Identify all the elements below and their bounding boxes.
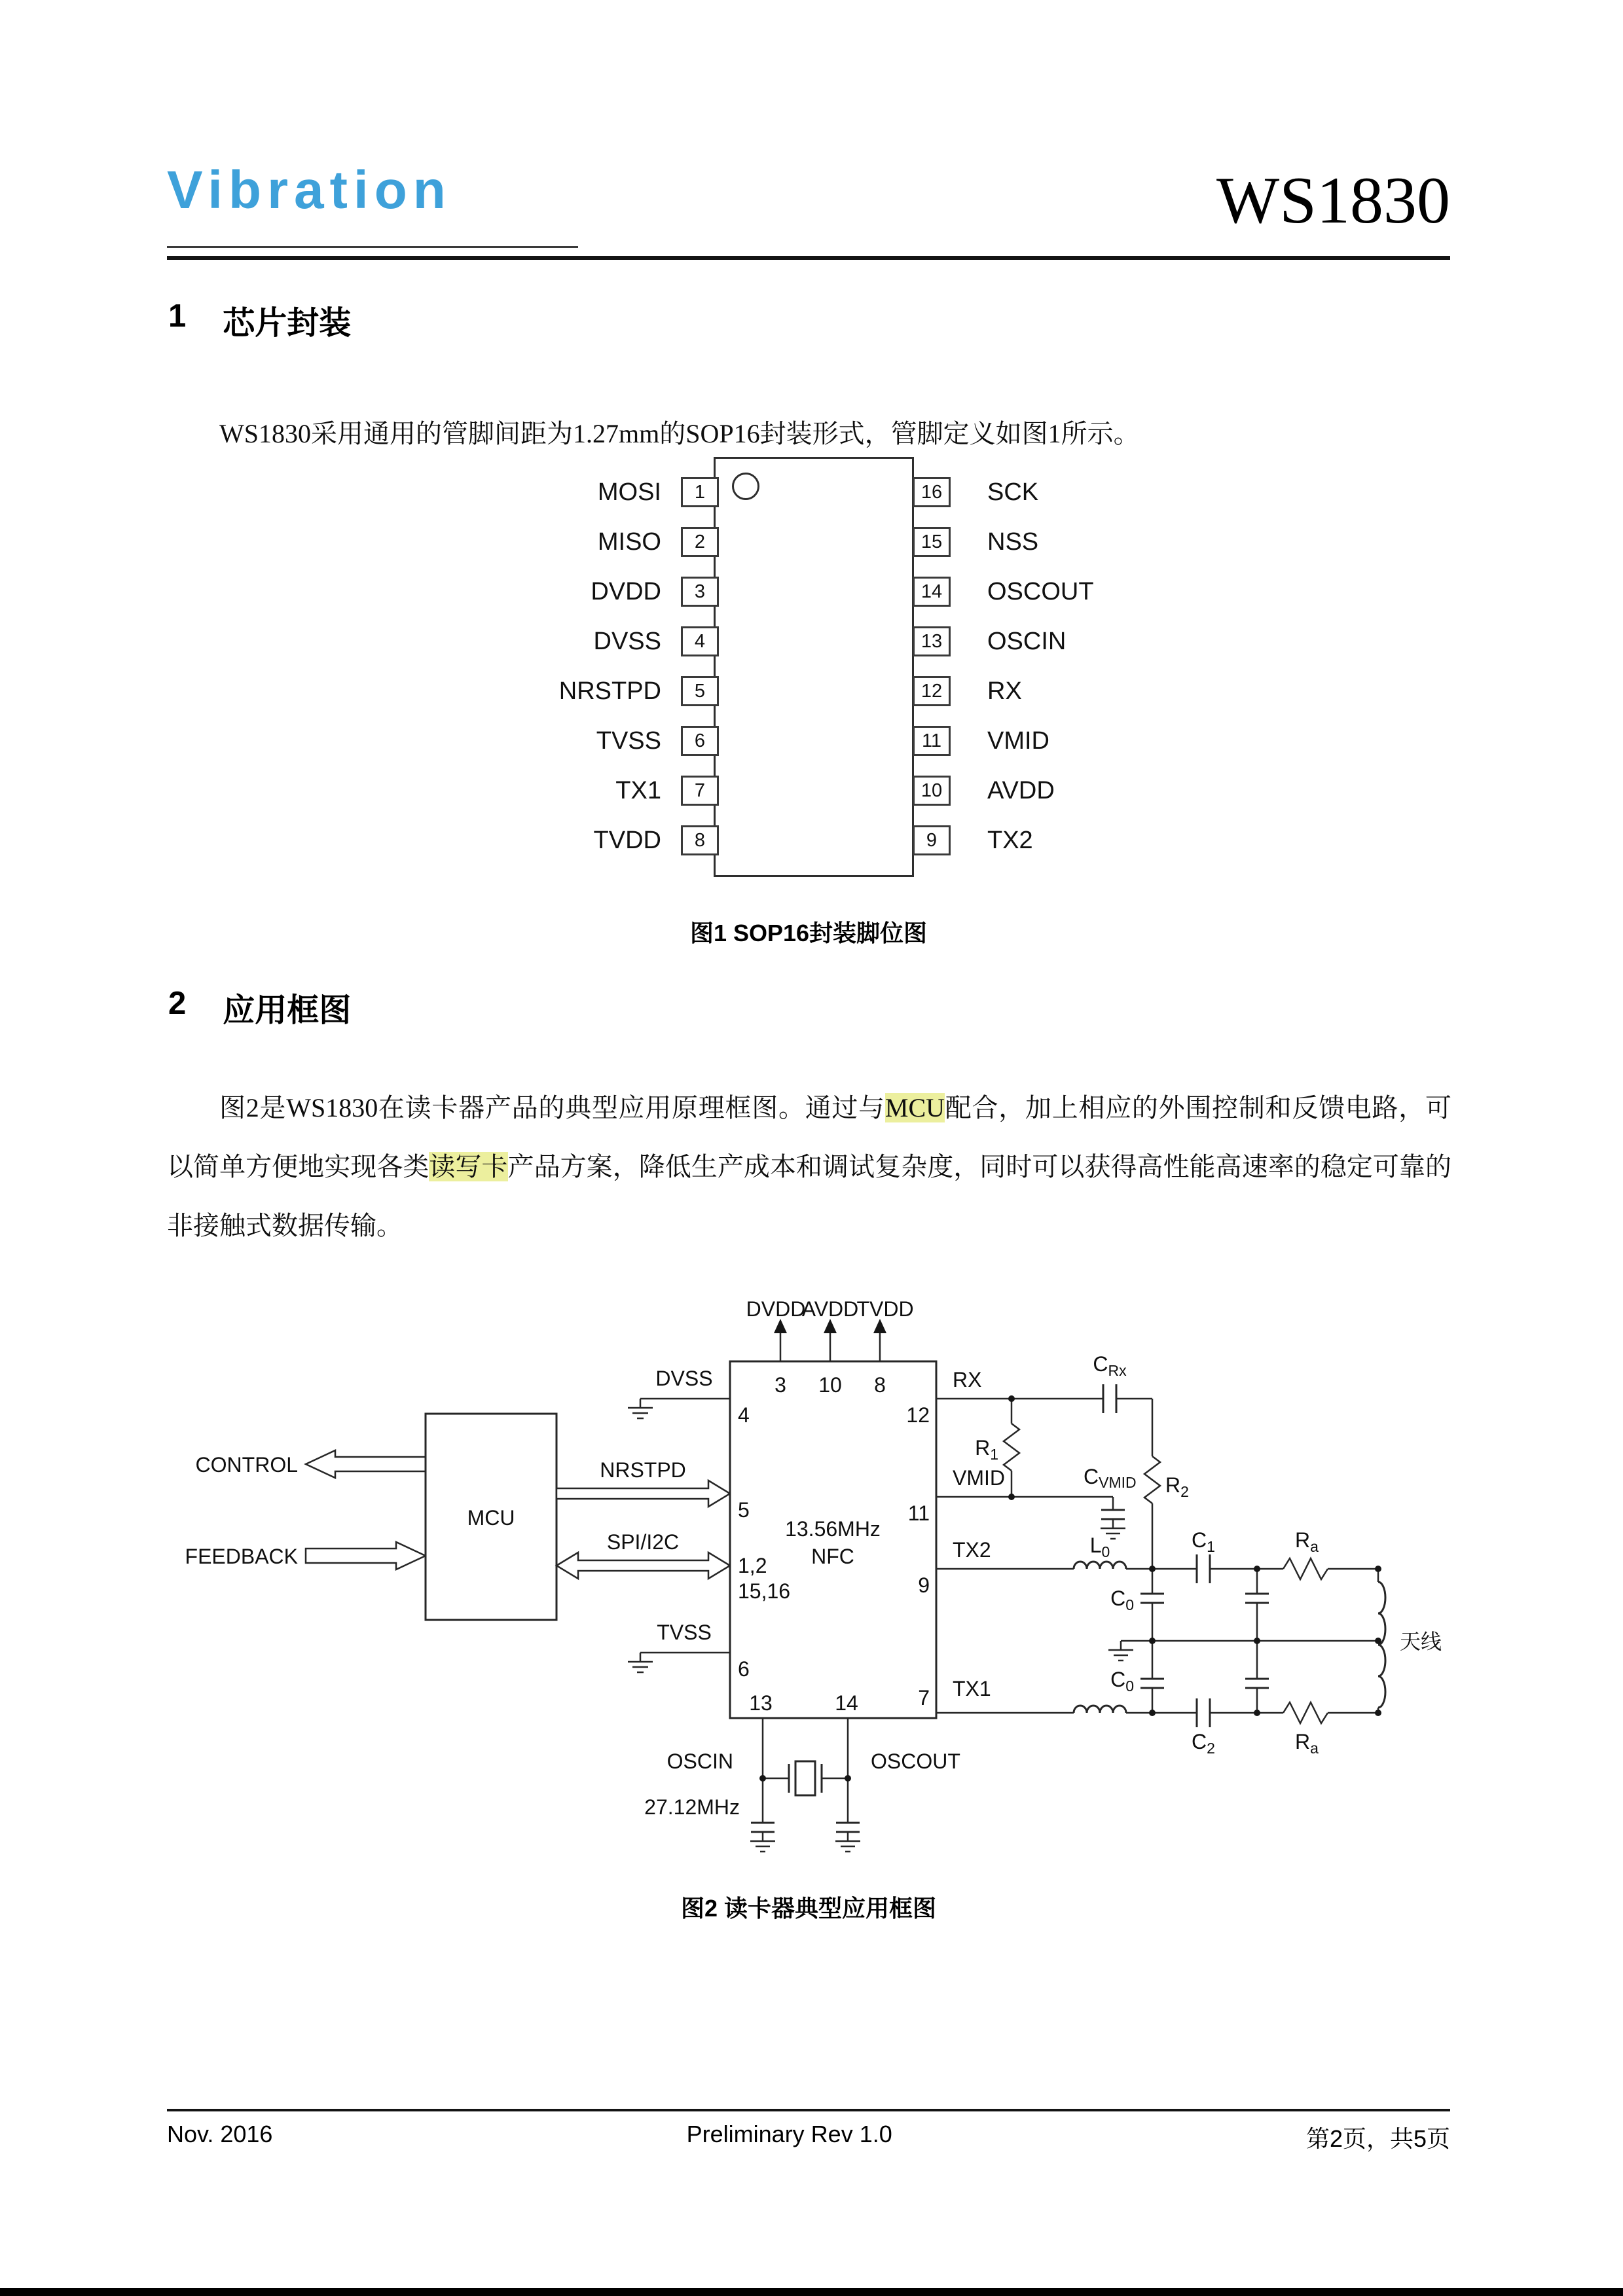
pin-number-box-left: 8 <box>681 825 719 855</box>
crystal-circuit <box>644 1718 960 1852</box>
pin-number-box-right: 14 <box>913 577 951 607</box>
c0-label: $C_0$ <box>1110 1587 1134 1613</box>
footer-page-number: 第2页，共5页 <box>1305 2125 1450 2152</box>
ground-icon <box>1108 1641 1133 1660</box>
pin-row <box>452 725 1192 757</box>
dvss-pin <box>628 1367 730 1418</box>
tx1-inductor <box>1074 1706 1126 1713</box>
up-arrow-icon <box>774 1319 787 1333</box>
ground-icon <box>1101 1519 1125 1539</box>
nfc-chip <box>730 1361 936 1718</box>
spi-double-arrow <box>556 1552 730 1579</box>
c0-label: $C_0$ <box>1110 1668 1134 1695</box>
pin-label-left: DVDD <box>591 577 661 605</box>
section-2-title: 应用框图 <box>223 993 352 1028</box>
pin-number-box-left: 5 <box>681 676 719 706</box>
tx2-matching-network <box>936 1528 1378 1583</box>
pin-number-box-right: 13 <box>913 626 951 656</box>
vmid-wire <box>936 1497 1113 1510</box>
antenna <box>1378 1569 1442 1713</box>
antenna-coil <box>1378 1582 1385 1708</box>
pin-4: 4 <box>738 1403 750 1427</box>
pin-number-box-left: 2 <box>681 527 719 557</box>
section-1-paragraph: WS1830采用通用的管脚间距为1.27mm的SOP16封装形式，管脚定义如图1所示。 <box>219 419 1140 448</box>
chip-freq-label: 13.56MHz <box>785 1517 881 1541</box>
figure1-caption: 图1 SOP16封装脚位图 <box>689 920 928 946</box>
header-rule <box>167 256 1450 260</box>
pin-8: 8 <box>874 1373 886 1397</box>
pin-label-left: MOSI <box>597 478 661 506</box>
tvss-label: TVSS <box>657 1621 712 1644</box>
pin-15-16: 15,16 <box>738 1579 791 1603</box>
footer-date: Nov. 2016 <box>167 2121 273 2147</box>
pin-label-left: NRSTPD <box>558 677 661 705</box>
pin-label-left: MISO <box>597 528 661 556</box>
rx-label: RX <box>953 1368 982 1391</box>
pin-6: 6 <box>738 1657 750 1681</box>
vendor-logo: Vibration <box>167 160 452 220</box>
chip-name-label: NFC <box>811 1545 854 1568</box>
mcu-chip-links <box>556 1458 730 1579</box>
pin-9: 9 <box>918 1573 930 1597</box>
section-1-heading <box>168 298 351 344</box>
tvss-pin <box>628 1621 730 1672</box>
tx1-label: TX1 <box>953 1677 991 1700</box>
ground-rail <box>1108 1569 1378 1713</box>
r1-resistor <box>1004 1424 1019 1471</box>
pin-label-right: VMID <box>987 726 1049 755</box>
pin-number-box-right: 10 <box>913 776 951 806</box>
mcu-label: MCU <box>467 1506 515 1530</box>
vmid-label: VMID <box>953 1466 1005 1490</box>
vmid-network <box>936 1465 1137 1539</box>
pin-label-left: TX1 <box>615 776 661 804</box>
r1-label: $R_1$ <box>975 1436 998 1463</box>
crystal-body <box>795 1761 815 1795</box>
sop16-pinout-diagram <box>452 452 1192 884</box>
pin-label-right: NSS <box>987 528 1039 556</box>
section-2-number: 2 <box>168 986 187 1021</box>
ground-icon <box>750 1832 775 1852</box>
pin-12: 12 <box>906 1403 930 1427</box>
pin-row <box>452 825 1192 856</box>
tx2-label: TX2 <box>953 1538 991 1562</box>
section-1-number: 1 <box>168 298 187 334</box>
highlight: 读写卡 <box>429 1152 508 1181</box>
section-2-heading <box>168 985 351 1031</box>
receiver-network <box>936 1352 1189 1569</box>
pin-label-left: TVDD <box>593 826 661 854</box>
c2-capacitor <box>1197 1698 1210 1727</box>
antenna-label: 天线 <box>1400 1630 1442 1653</box>
logo-underline <box>167 246 578 248</box>
load-capacitors <box>751 1823 860 1832</box>
dvdd-label: DVDD <box>746 1297 806 1321</box>
paragraph-text: 产品方案，降低生产成本和调试复杂度，同时可以获得高性能高速率的稳定可靠的非接触式数据传输。 <box>167 1152 1452 1240</box>
pin-number-box-left: 1 <box>681 477 719 507</box>
oscin-label: OSCIN <box>666 1749 733 1773</box>
control-arrow <box>306 1450 426 1478</box>
feedback-label: FEEDBACK <box>185 1545 298 1568</box>
pin-number-box-right: 16 <box>913 477 951 507</box>
ra-label: $R_a$ <box>1295 1528 1319 1555</box>
ra-resistor <box>1283 1702 1328 1723</box>
page-bottom-edge <box>0 2288 1623 2296</box>
pin-label-left: TVSS <box>596 726 661 755</box>
cvmid-label: CVMID <box>1084 1465 1137 1491</box>
pin-number-box-left: 3 <box>681 577 719 607</box>
c2-label: $C_2$ <box>1192 1730 1215 1757</box>
crx-capacitor <box>1103 1384 1116 1413</box>
figure2-caption: 图2 读卡器典型应用框图 <box>680 1895 937 1922</box>
paragraph-text: 配合，加上相应的外围控制和反馈电路，可以简单方便地实现各类 <box>167 1093 1452 1181</box>
paragraph-text: 图2是WS1830在读卡器产品的典型应用原理框图。通过与 <box>219 1093 885 1122</box>
oscout-label: OSCOUT <box>871 1749 960 1773</box>
c1-label: $C_1$ <box>1192 1528 1215 1555</box>
r2-label: $R_2$ <box>1165 1473 1189 1500</box>
pin-row <box>452 626 1192 657</box>
application-block-diagram <box>151 1273 1473 1882</box>
ground-icon <box>628 1399 653 1418</box>
pin-13: 13 <box>749 1691 773 1715</box>
feedback-arrow <box>306 1542 426 1570</box>
pin-label-right: TX2 <box>987 826 1033 854</box>
ra-resistor <box>1283 1558 1328 1579</box>
ra-label: $R_a$ <box>1295 1730 1319 1757</box>
pin-label-right: AVDD <box>987 776 1055 804</box>
supply-wires <box>780 1331 880 1361</box>
nrstpd-label: NRSTPD <box>600 1458 686 1482</box>
section-1-title: 芯片封装 <box>223 306 352 341</box>
up-arrow-icon <box>824 1319 837 1333</box>
footer-revision: Preliminary Rev 1.0 <box>686 2121 892 2147</box>
highlight: MCU <box>884 1093 945 1122</box>
c1-capacitor <box>1197 1554 1210 1583</box>
pin-number-box-right: 11 <box>913 726 951 756</box>
crystal-freq-label: 27.12MHz <box>644 1795 740 1819</box>
pin-11: 11 <box>907 1501 930 1525</box>
pin-row <box>452 775 1192 806</box>
mcu-block <box>185 1414 556 1620</box>
nrstpd-arrow <box>556 1480 730 1507</box>
pin-14: 14 <box>835 1691 858 1715</box>
pin-3: 3 <box>775 1373 786 1397</box>
pin-5: 5 <box>738 1498 750 1522</box>
pin-row <box>452 576 1192 607</box>
pin-number-box-right: 12 <box>913 676 951 706</box>
pin-label-left: DVSS <box>593 627 661 655</box>
pin-1-2: 1,2 <box>738 1554 767 1577</box>
ground-icon <box>628 1653 653 1672</box>
pin-number-box-left: 7 <box>681 776 719 806</box>
pin-row <box>452 526 1192 558</box>
l0-label: $L_0$ <box>1089 1534 1110 1560</box>
dvss-label: DVSS <box>655 1367 713 1390</box>
section-2-paragraph <box>167 1079 1451 1255</box>
footer <box>167 2121 1450 2154</box>
avdd-label: AVDD <box>801 1297 859 1321</box>
crx-label: $C_{Rx}$ <box>1093 1352 1127 1379</box>
cvmid-capacitor <box>1101 1510 1125 1519</box>
ground-icon <box>835 1832 860 1852</box>
pin-row <box>452 675 1192 707</box>
part-number: WS1830 <box>1216 164 1450 238</box>
control-label: CONTROL <box>195 1453 298 1477</box>
pin-label-right: OSCIN <box>987 627 1067 655</box>
pin-label-right: SCK <box>987 478 1039 506</box>
pin-number-box-left: 6 <box>681 726 719 756</box>
pin-label-right: OSCOUT <box>987 577 1094 605</box>
r2-resistor <box>1144 1456 1160 1503</box>
pin-10: 10 <box>818 1373 842 1397</box>
pin-rows <box>452 476 1192 856</box>
spi-label: SPI/I2C <box>606 1530 680 1554</box>
l0-inductor <box>1074 1562 1126 1569</box>
pin-number-box-left: 4 <box>681 626 719 656</box>
pin-row <box>452 476 1192 508</box>
tvdd-label: TVDD <box>856 1297 914 1321</box>
footer-rule <box>167 2109 1450 2111</box>
pin-7: 7 <box>918 1686 930 1710</box>
pin-label-right: RX <box>987 677 1022 705</box>
pin-number-box-right: 9 <box>913 825 951 855</box>
pin-number-box-right: 15 <box>913 527 951 557</box>
up-arrow-icon <box>873 1319 886 1333</box>
